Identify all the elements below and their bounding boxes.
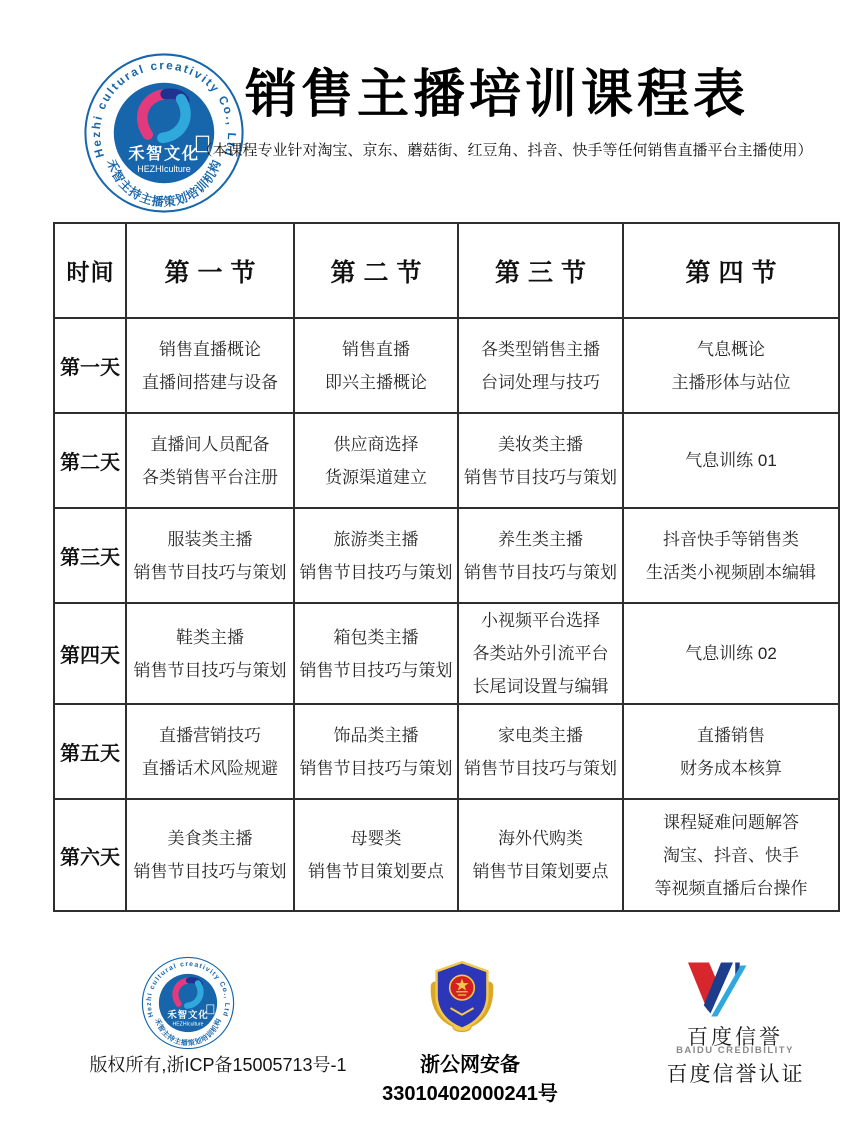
cell-line: 销售节目技巧与策划 — [464, 562, 617, 582]
cell-line: 饰品类主播 — [333, 725, 419, 745]
copyright-icp-text: 版权所有,浙ICP备15005713号-1 — [89, 1055, 347, 1075]
schedule-cell — [126, 508, 294, 603]
cell-line: 旅游类主播 — [333, 529, 419, 549]
table-body — [54, 318, 839, 911]
cell-line: 气息概论 — [697, 339, 765, 359]
cell-line: 养生类主播 — [498, 529, 583, 549]
schedule-cell — [458, 704, 623, 799]
schedule-cell — [294, 799, 458, 911]
cell-line: 鞋类主播 — [176, 627, 244, 647]
cell-line: 销售直播概论 — [159, 339, 261, 359]
cell-line: 家电类主播 — [498, 725, 583, 745]
schedule-row-day-6 — [54, 799, 839, 911]
day-label: 第二天 — [54, 413, 126, 508]
schedule-cell — [294, 318, 458, 413]
cell-line: 台词处理与技巧 — [481, 372, 600, 392]
column-header-session-3: 第三节 — [458, 223, 623, 318]
cell-line: 销售节目策划要点 — [308, 862, 444, 881]
cell-line: 抖音快手等销售类 — [663, 529, 799, 549]
cell-line: 销售节目技巧与策划 — [464, 758, 617, 778]
schedule-cell — [458, 413, 623, 508]
cell-line: 美妆类主播 — [498, 434, 583, 454]
day-label: 第四天 — [54, 603, 126, 704]
cell-line: 各类型销售主播 — [481, 339, 600, 359]
schedule-cell — [458, 508, 623, 603]
cell-line: 各类站外引流平台 — [472, 644, 609, 663]
baidu-credibility-icon — [678, 958, 758, 1018]
schedule-cell — [126, 799, 294, 911]
schedule-cell — [458, 799, 623, 911]
cell-line: 各类销售平台注册 — [142, 467, 278, 487]
cell-line: 货源渠道建立 — [325, 467, 427, 487]
cell-line: 销售节目技巧与策划 — [133, 862, 287, 881]
column-header-session-4: 第四节 — [623, 223, 839, 318]
cell-line: 直播间人员配备 — [150, 434, 270, 454]
schedule-cell — [623, 413, 839, 508]
schedule-cell — [294, 508, 458, 603]
schedule-cell — [294, 413, 458, 508]
schedule-cell — [623, 603, 839, 704]
day-label: 第六天 — [54, 799, 126, 911]
schedule-row-day-3 — [54, 508, 839, 603]
page-subtitle: （本课程专业针对淘宝、京东、蘑菇街、红豆角、抖音、快手等任何销售直播平台主播使用） — [197, 143, 813, 159]
schedule-cell — [458, 603, 623, 704]
schedule-cell — [126, 413, 294, 508]
cell-line: 销售节目技巧与策划 — [133, 562, 287, 582]
cell-line: 气息训练 02 — [685, 644, 777, 663]
hezhi-logo-icon — [141, 956, 235, 1050]
schedule-row-day-5 — [54, 704, 839, 799]
header-row — [54, 223, 839, 318]
column-header-time: 时间 — [54, 223, 126, 318]
baidu-credibility-cn-label: 百度信誉 — [687, 1026, 783, 1049]
cell-line: 销售直播 — [342, 339, 410, 359]
police-record-text: 浙公网安备 33010402000241号 — [382, 1054, 558, 1105]
cell-line: 销售节目策划要点 — [472, 862, 609, 881]
schedule-cell — [126, 318, 294, 413]
cell-line: 等视频直播后台操作 — [654, 878, 808, 898]
cell-line: 主播形体与站位 — [671, 372, 791, 392]
schedule-cell — [623, 799, 839, 911]
cell-line: 母婴类 — [350, 829, 402, 848]
cell-line: 气息训练 01 — [685, 451, 777, 470]
schedule-cell — [623, 318, 839, 413]
cell-line: 供应商选择 — [333, 434, 419, 454]
cell-line: 销售节目技巧与策划 — [464, 467, 617, 487]
baidu-cert-label: 百度信誉认证 — [666, 1063, 805, 1086]
baidu-credibility-en-label: BAIDU CREDIBILITY — [676, 1045, 794, 1056]
cell-line: 直播销售 — [697, 725, 765, 745]
cell-line: 即兴主播概论 — [325, 372, 427, 392]
column-header-session-1: 第一节 — [126, 223, 294, 318]
cell-line: 箱包类主播 — [333, 627, 419, 647]
day-label: 第五天 — [54, 704, 126, 799]
schedule-cell — [623, 508, 839, 603]
schedule-cell — [458, 318, 623, 413]
cell-line: 小视频平台选择 — [481, 611, 600, 630]
schedule-cell — [126, 603, 294, 704]
cell-line: 服装类主播 — [167, 529, 253, 549]
column-header-session-2: 第二节 — [294, 223, 458, 318]
cell-line: 长尾词设置与编辑 — [472, 677, 609, 696]
page-title: 销售主播培训课程表 — [244, 67, 749, 124]
table-header — [54, 223, 839, 318]
cell-line: 直播营销技巧 — [159, 725, 261, 745]
schedule-row-day-4 — [54, 603, 839, 704]
schedule-row-day-2 — [54, 413, 839, 508]
cell-line: 美食类主播 — [167, 829, 253, 848]
cell-line: 直播话术风险规避 — [142, 758, 278, 778]
cell-line: 生活类小视频剧本编辑 — [646, 562, 816, 582]
day-label: 第一天 — [54, 318, 126, 413]
cell-line: 销售节目技巧与策划 — [299, 758, 453, 778]
cell-line: 销售节目技巧与策划 — [299, 562, 453, 582]
schedule-cell — [623, 704, 839, 799]
cell-line: 课程疑难问题解答 — [663, 812, 799, 832]
cell-line: 财务成本核算 — [680, 758, 782, 778]
schedule-cell — [126, 704, 294, 799]
cell-line: 直播间搭建与设备 — [142, 372, 278, 392]
police-badge-icon — [421, 953, 503, 1037]
day-label: 第三天 — [54, 508, 126, 603]
course-table — [53, 222, 840, 912]
cell-line: 海外代购类 — [498, 829, 583, 848]
cell-line: 销售节目技巧与策划 — [299, 660, 453, 680]
cell-line: 淘宝、抖音、快手 — [663, 845, 799, 865]
schedule-cell — [294, 704, 458, 799]
cell-line: 销售节目技巧与策划 — [133, 660, 287, 680]
schedule-row-day-1 — [54, 318, 839, 413]
schedule-cell — [294, 603, 458, 704]
